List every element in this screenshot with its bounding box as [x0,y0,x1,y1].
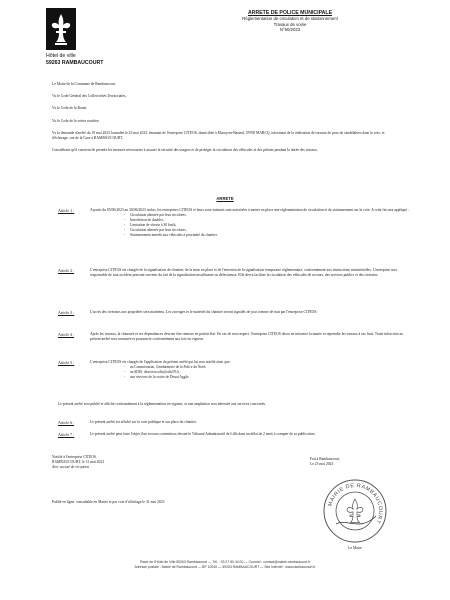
signature-block [310,457,410,467]
notification-date: RAMBAUCOURT, le 31 mai 2023 [52,460,105,465]
visa-line: Considérant qu'il convient de prendre les mesures nécessaires à assurer la sécurité des usagers et de protéger la circulation des véhicules et des piétons pendant la durée des travaux, [52,148,318,153]
official-stamp [322,478,388,549]
svg-text:MAIRIE DE RAMBAUCOURT [327,483,383,525]
article-body [90,360,410,380]
bullet-item: - Circulation alternée par feux tricolores, [130,228,410,233]
decree-subject: Travaux de voirie [273,21,307,27]
decree-subtitle: Réglementation de circulation et de stationnement [242,16,338,22]
bullet-item: - au SDIS, direction.sdis@sdis59.fr, [130,370,410,375]
article-text: Le présent arrêté est affiché sur la voie publique et sur place du chantier. [90,420,197,424]
bullet-item: - au Commissariat, Gendarmerie de la Police du Nord, [130,365,410,370]
article-body [90,208,410,238]
signature-date: Le 25 mai 2023 [310,462,334,467]
visa-line: Vu le Code de la voirie routière, [52,118,100,123]
bullet-item: - Circulation alternée par feux tricolores, [130,213,410,218]
mairie-stamp-icon [322,478,388,544]
publication-note: Publié en ligne, consultable en Mairie et par voie d'affichage le 31 mai 2023 [52,500,165,504]
visa-line: Le Maire de la Commune de Rambaucourt, [52,82,116,86]
town-logo [46,8,76,55]
footer-contact: Place de l'Hôtel de Ville 59263 Rambaucourt — Tél. : 03 27 80 44 00 — Courriel : contact@mairie-rambaucourt.fr [139,560,311,564]
article-bullets [90,365,410,380]
article-text: L'accès des riverains aux propriétés sera maintenu. Les ouvrages et le matériel du chantier seront signalés de jour comme de nuit par l'entreprise CITEOS. [90,310,318,314]
visa-line: Vu la demande d'arrêté du 19 mai 2023 formulée le 23 mai 2023, émanant de l'entreprise CITEOS, domiciliée à Marcq-en-Barœul, 59700 MARCQ, informant de la réalisation de travaux de pose de candélabres dans la voie, et d'éclairage, rue de la Gare à RAMBAUCOURT, [52,130,385,141]
page-footer [30,560,420,570]
article-label: Article 4 : [58,332,75,337]
notification-receipt: Avec accusé de réception [52,465,90,470]
visa-line: Vu le Code de la Route, [52,106,88,111]
town-hall-label: Hôtel de ville [46,53,76,59]
visa-line: Vu le Code Général des Collectivités Territoriales, [52,94,127,99]
arrete-heading: ARRETE [216,196,234,201]
preamble [52,82,402,153]
article-label: Article 7 : [58,432,75,437]
article-text: Le présent arrêté peut faire l'objet d'un recours contentieux devant le Tribunal Administratif de Lille dans un délai de 2 mois à compter de sa publication. [90,432,316,436]
bullet-item: - Interdiction de doubler, [130,218,410,223]
article-text: A partir du 05/06/2023 au 30/06/2023 inclus, les entreprises CITEOS et leurs sous-traitants sont autorisées à mettre en place une réglementation de circulation et de stationnement sur la voie. A cette fin sera appliqué : [90,208,409,212]
article-label: Article 5 : [58,360,75,365]
article-text: Le présent arrêté sera publié et affiché conformément à la réglementation en vigueur, et une ampliation sera adressée aux services concernés. [58,402,266,406]
bullet-item: - aux services de la voirie de Douai Agglo. [130,375,410,380]
notification-line: Notifié à l'entreprise CITEOS [52,455,96,459]
decree-number: N°60/2023 [279,27,301,33]
article-label: Article 3 : [58,310,75,315]
article-text: L'entreprise CITEOS est chargée de l'application du présent arrêté qui lui sera notifié ainsi que : [90,360,232,364]
article-label: Article 1 : [58,208,75,213]
signature-caption: Le Maire [348,546,362,550]
notification-block [52,455,202,471]
fleur-de-lys-icon [46,8,76,50]
article-label: Article 2 : [58,268,75,273]
article-text: Après les travaux, la chaussée et ses dépendances devront être remises en parfait état. En cas de non respect, l'entreprise CITEOS devra en informer la mairie et reprendre les travaux à ses frais. Toute infraction au présent arrêté sera constatée et poursuivie conformément aux lois en vigueur. [90,332,403,342]
decree-title-block [220,10,360,33]
article-text: L'entreprise CITEOS est chargée de la signalisation de chantier, de la mise en place et de l'entretien de la signalisation temporaire réglementaire, conformément aux instructions ministérielles. L'entreprise sera responsable de tout accident pouvant survenir du fait de la signalisation insuffisante ou défectueuse. Elle devra faciliter la circulation des véhicules de secours, des services publics et des riverains. [90,268,397,278]
bullet-item: - Limitation de vitesse à 30 km/h, [130,223,410,228]
town-address [46,53,136,66]
stamp-text: MAIRIE DE RAMBAUCOURT [327,482,384,525]
article-label: Article 6 : [58,420,75,425]
footer-postal: Adresse postale : Mairie de Rambaucourt — BP 10045 — 59263 RAMBAUCOURT — Site internet : www.rambaucourt.fr [134,564,316,569]
signature-place: Fait à Rambaucourt, [310,457,341,461]
town-postal: 59263 RAMBAUCOURT [46,59,104,66]
article-bullets [90,213,410,238]
bullet-item: - Stationnement interdit aux véhicules à proximité du chantier. [130,233,410,238]
decree-title: ARRETE DE POLICE MUNICIPALE [247,10,333,16]
